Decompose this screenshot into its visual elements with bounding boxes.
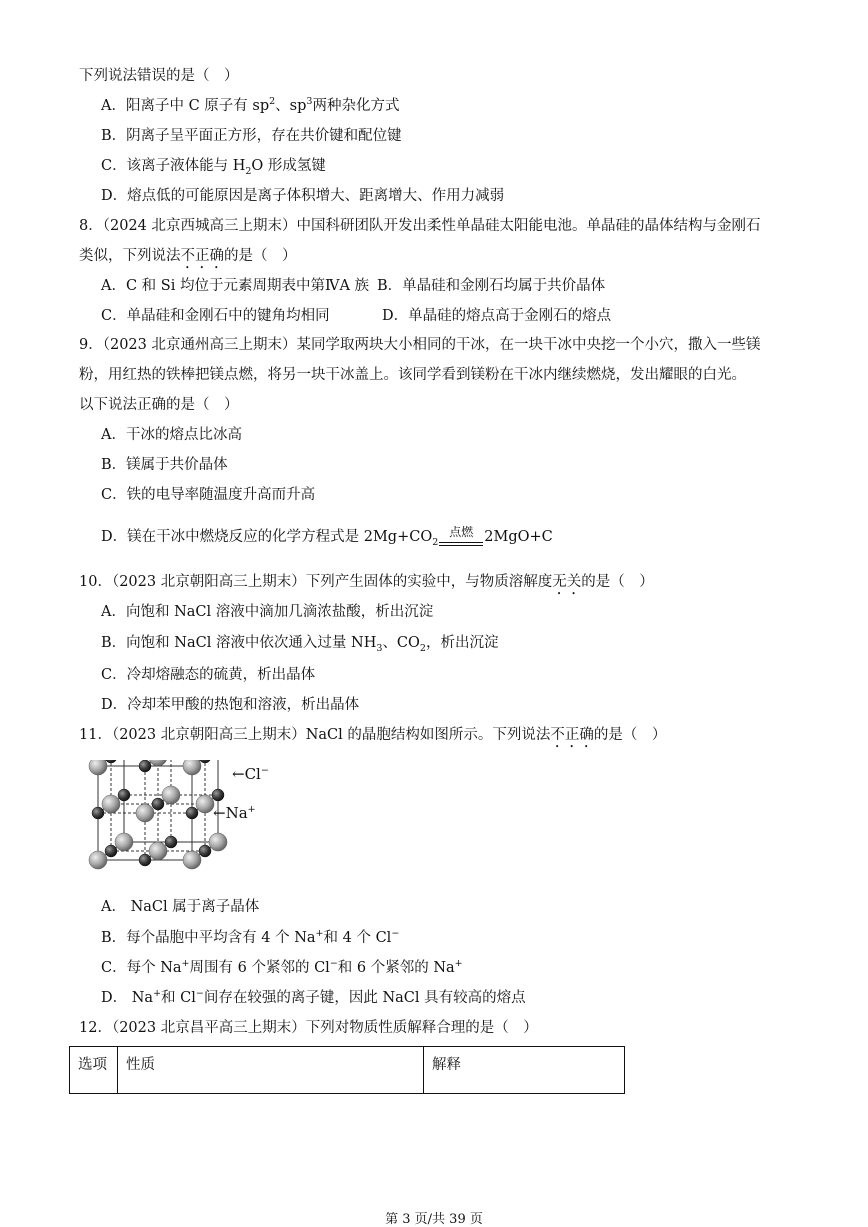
- cl-ion: [183, 760, 201, 775]
- q9-stem-line3: 以下说法正确的是（ ）: [79, 397, 239, 413]
- table-header-option: 选项: [70, 1047, 118, 1094]
- q9-option-b: B．镁属于共价晶体: [101, 457, 228, 473]
- na-ion: [199, 845, 211, 857]
- cl-ion: [89, 760, 107, 775]
- q7-option-a: A．阳离子中 C 原子有 $sp^2$、$sp^3$两种杂化方式: [101, 96, 400, 114]
- q10-stem: 10．（2023 北京朝阳高三上期末）下列产生固体的实验中，与物质溶解度无关的是（ ）: [79, 574, 654, 590]
- na-ion: [92, 807, 104, 819]
- cl-ion: [196, 795, 214, 813]
- q12-stem: 12．（2023 北京昌平高三上期末）下列对物质性质解释合理的是（ ）: [79, 1020, 538, 1036]
- q10-option-d: D．冷却苯甲酸的热饱和溶液，析出晶体: [101, 697, 360, 713]
- q9-stem-line1: 9．（2023 北京通州高三上期末）某同学取两块大小相同的干冰，在一块干冰中央挖一个小穴，撒入一些镁: [79, 337, 761, 353]
- q8-stem-line2: 类似，下列说法不正确的是（ ）: [79, 248, 297, 264]
- q11-option-c: C．每个 Na+周围有 6 个紧邻的 Cl−和 6 个紧邻的 Na+: [101, 958, 463, 976]
- table-header-row: [70, 1047, 625, 1094]
- na-ion: [152, 798, 164, 810]
- na-ion: [139, 760, 151, 772]
- q10-option-b: B．向饱和 NaCl 溶液中依次通入过量 $NH_3$、$CO_2$，析出沉淀: [101, 635, 499, 654]
- q7-stem: 下列说法错误的是（ ）: [79, 68, 239, 84]
- q10-option-a: A．向饱和 NaCl 溶液中滴加几滴浓盐酸，析出沉淀: [101, 604, 434, 620]
- q9-option-a: A．干冰的熔点比冰高: [101, 427, 242, 443]
- na-ion: [118, 789, 130, 801]
- cl-ion: [183, 851, 201, 869]
- q9-option-c: C．铁的电导率随温度升高而升高: [101, 487, 316, 503]
- table-header-explanation: 解释: [424, 1047, 625, 1094]
- q9-option-d: D．镁在干冰中燃烧反应的化学方程式是 $2Mg+CO_2$ 点燃 2MgO+C: [101, 525, 553, 548]
- q7-option-d: D．熔点低的可能原因是离子体积增大、距离增大、作用力减弱: [101, 188, 505, 204]
- cl-ion: [89, 851, 107, 869]
- na-ion: [105, 760, 117, 763]
- q7-option-c: C．该离子液体能与 $H_2O$ 形成氢键: [101, 158, 326, 177]
- label-cl-ion: ←Cl−: [232, 765, 269, 783]
- q12-table: [69, 1046, 625, 1094]
- na-ion: [212, 789, 224, 801]
- na-ion: [139, 854, 151, 866]
- q9-stem-line2: 粉，用红热的铁棒把镁点燃，将另一块干冰盖上。该同学看到镁粉在干冰内继续燃烧，发出耀眼的白光。: [79, 367, 746, 383]
- cl-ion: [149, 842, 167, 860]
- table-header-property: 性质: [118, 1047, 424, 1094]
- q11-option-d: D． Na+和 Cl−间存在较强的离子键，因此 NaCl 具有较高的熔点: [101, 988, 526, 1006]
- q11-option-a: A． NaCl 属于离子晶体: [101, 899, 260, 915]
- cl-ion: [136, 804, 154, 822]
- q7-option-b: B．阴离子呈平面正方形，存在共价键和配位键: [101, 128, 402, 144]
- q10-option-c: C．冷却熔融态的硫黄，析出晶体: [101, 667, 316, 683]
- q8-option-d: D．单晶硅的熔点高于金刚石的熔点: [382, 308, 612, 324]
- cl-ion: [102, 795, 120, 813]
- na-ion: [199, 760, 211, 763]
- q11-option-b: B．每个晶胞中平均含有 4 个 Na+和 4 个 Cl−: [101, 928, 400, 946]
- label-na-ion: ←Na+: [213, 804, 256, 822]
- cl-ion: [162, 786, 180, 804]
- cl-ion: [149, 760, 167, 766]
- page-footer: 第 3 页/共 39 页: [385, 1212, 483, 1227]
- q8-stem-line1: 8．（2024 北京西城高三上期末）中国科研团队开发出柔性单晶硅太阳能电池。单晶硅的晶体结构与金刚石: [79, 218, 761, 234]
- cl-ion: [209, 833, 227, 851]
- na-ion: [165, 836, 177, 848]
- q8-option-a: A．C 和 Si 均位于元素周期表中第ⅣA 族: [101, 278, 370, 294]
- na-ion: [105, 845, 117, 857]
- q11-stem: 11．（2023 北京朝阳高三上期末）NaCl 的晶胞结构如图所示。下列说法不正确的是（ ）: [79, 727, 667, 743]
- q8-option-c: C．单晶硅和金刚石中的键角均相同: [101, 308, 330, 324]
- cl-ion: [115, 833, 133, 851]
- q8-option-b: B．单晶硅和金刚石均属于共价晶体: [377, 278, 606, 294]
- reaction-condition: 点燃: [439, 528, 483, 546]
- na-ion: [186, 807, 198, 819]
